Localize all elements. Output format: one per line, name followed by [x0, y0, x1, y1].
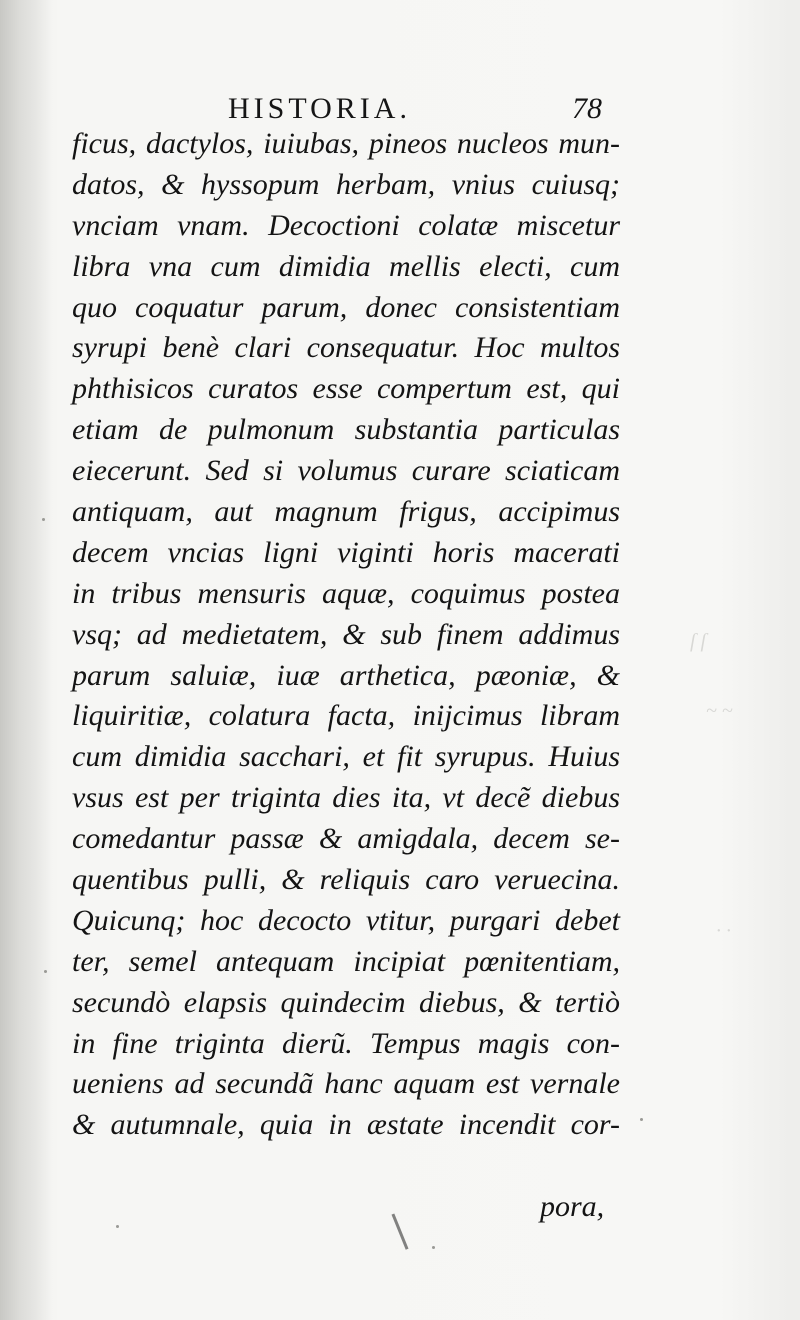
text-line: vsq; ad medietatem, & sub finem addimus — [72, 617, 620, 651]
text-line: syrupi benè clari consequatur. Hoc multos — [72, 331, 620, 365]
text-line: ter, semel antequam incipiat pœnitentiam, — [72, 944, 620, 978]
text-line: ueniens ad secundã hanc aquam est vernale — [72, 1067, 620, 1101]
text-line: in tribus mensuris aquæ, coquimus postea — [72, 576, 620, 610]
text-line: cum dimidia sacchari, et fit syrupus. Huius — [72, 740, 620, 774]
paper-speck — [42, 518, 45, 521]
text-line: secundò elapsis quindecim diebus, & tertiò — [72, 985, 620, 1019]
text-line: vsus est per triginta dies ita, vt decẽ diebus — [72, 781, 620, 815]
text-line: quo coquatur parum, donec consistentiam — [72, 290, 620, 324]
text-line: comedantur passæ & amigdala, decem se- — [72, 822, 620, 856]
text-line: phthisicos curatos esse compertum est, qui — [72, 372, 620, 406]
paper-speck — [44, 970, 47, 973]
running-head: HISTORIA. — [228, 92, 411, 125]
text-line: parum saluiæ, iuæ arthetica, pæoniæ, & — [72, 658, 620, 692]
text-line: liquiritiæ, colatura facta, inijcimus libram — [72, 699, 620, 733]
show-through-mark: · · — [716, 920, 731, 942]
text-line: in fine triginta dierũ. Tempus magis con- — [72, 1026, 620, 1060]
text-line: & autumnale, quia in æstate incendit cor- — [72, 1108, 620, 1142]
body-text — [72, 124, 620, 1146]
text-line: vnciam vnam. Decoctioni colatæ miscetur — [72, 208, 620, 242]
page-number: 78 — [572, 92, 602, 125]
text-line: etiam de pulmonum substantia particulas — [72, 413, 620, 447]
text-line: Quicunq; hoc decocto vtitur, purgari debet — [72, 903, 620, 937]
gutter-shadow — [0, 0, 52, 1320]
text-line: decem vncias ligni viginti horis macerati — [72, 535, 620, 569]
paper-speck — [640, 1118, 643, 1121]
text-line: quentibus pulli, & reliquis caro veruecina. — [72, 863, 620, 897]
paper-speck — [116, 1225, 119, 1228]
paper-speck — [432, 1246, 435, 1249]
text-line: antiquam, aut magnum frigus, accipimus — [72, 495, 620, 529]
show-through-mark: ſ ſ — [690, 630, 707, 652]
text-line: libra vna cum dimidia mellis electi, cum — [72, 249, 620, 283]
text-line: datos, & hyssopum herbam, vnius cuiusq; — [72, 167, 620, 201]
text-line: ficus, dactylos, iuiubas, pineos nucleos mun- — [72, 127, 620, 160]
ink-stroke-mark — [392, 1208, 422, 1250]
show-through-mark: ~ ~ — [706, 700, 733, 722]
text-line: eiecerunt. Sed si volumus curare sciaticam — [72, 454, 620, 488]
catchword: pora, — [540, 1190, 605, 1223]
